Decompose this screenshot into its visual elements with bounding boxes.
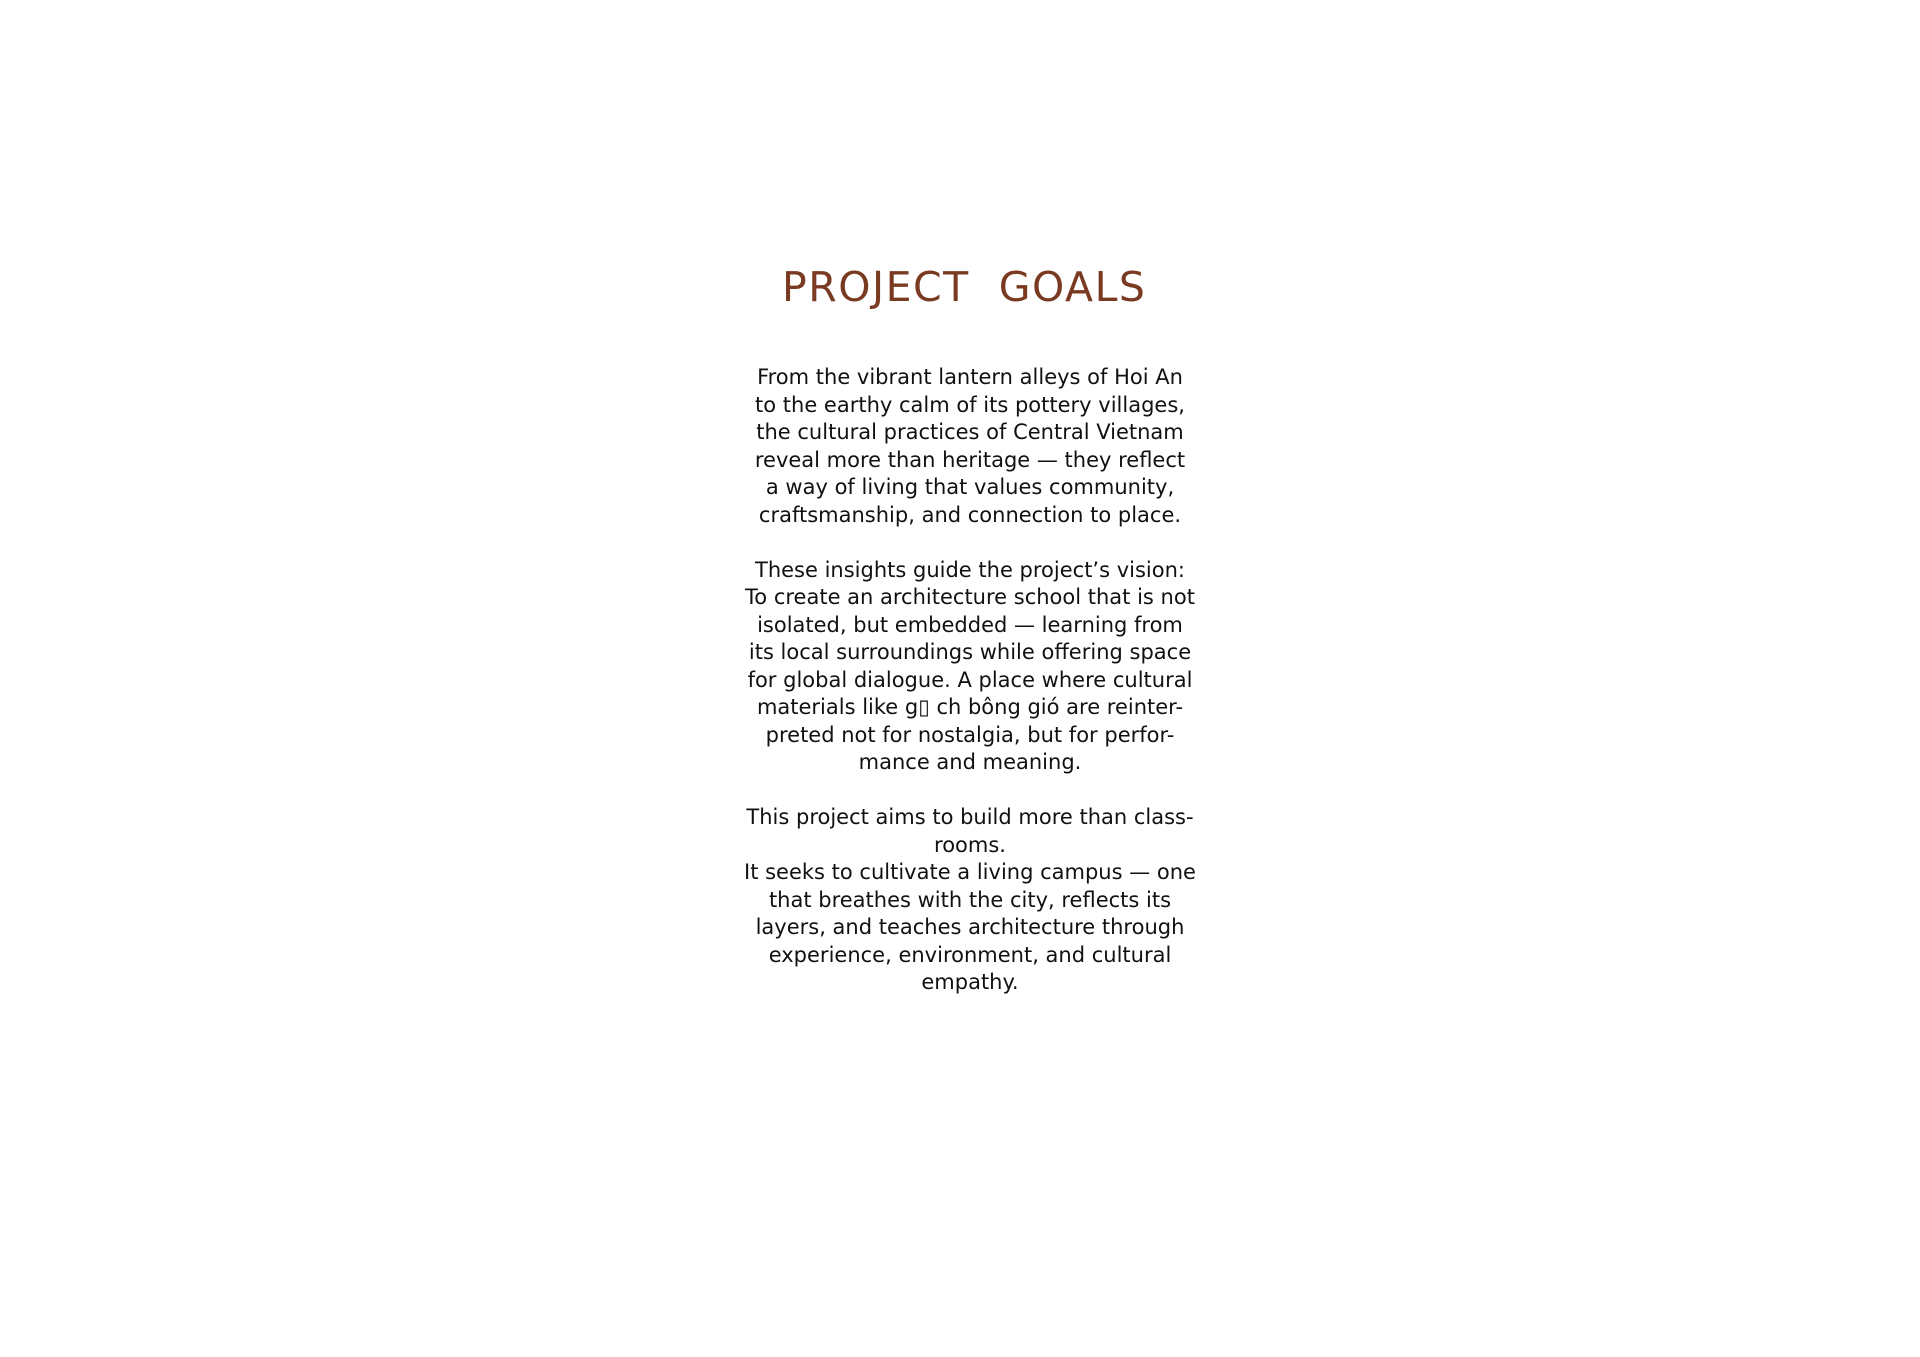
text-line: craftsmanship, and connection to place. — [758, 502, 1182, 527]
text-line: for global dialogue. A place where cultural — [747, 667, 1193, 692]
text-line: This project aims to build more than class- — [746, 805, 1194, 829]
page-title: PROJECT GOALS — [782, 263, 1147, 311]
body-text — [700, 364, 1240, 997]
text-line: rooms. — [934, 832, 1006, 857]
text-line: mance and meaning. — [858, 750, 1082, 774]
text-line: materials like g▯ ch bông gió are reinter- — [756, 695, 1184, 719]
text-line: It seeks to cultivate a living campus — one — [744, 860, 1196, 884]
text-line: that breathes with the city, reflects its — [768, 887, 1172, 912]
text-line: isolated, but embedded — learning from — [757, 612, 1183, 637]
paragraph-intro — [700, 364, 1240, 529]
text-line: experience, environment, and cultural — [768, 942, 1172, 967]
paragraph-vision — [700, 557, 1240, 777]
text-line: the cultural practices of Central Vietnam — [756, 420, 1184, 444]
text-line: reveal more than heritage — they reflect — [754, 447, 1186, 472]
text-line: To create an architecture school that is not — [745, 585, 1195, 609]
text-line: layers, and teaches architecture through — [755, 915, 1185, 939]
text-line: empathy. — [921, 970, 1019, 994]
paragraph-aims — [700, 804, 1240, 997]
text-line: preted not for nostalgia, but for perfor- — [765, 722, 1175, 747]
text-line: a way of living that values community, — [765, 475, 1175, 499]
text-line: its local surroundings while offering space — [748, 640, 1192, 664]
text-line: These insights guide the project’s vision: — [755, 557, 1185, 582]
text-line: From the vibrant lantern alleys of Hoi An — [757, 365, 1183, 389]
text-line: to the earthy calm of its pottery villages, — [755, 392, 1185, 417]
